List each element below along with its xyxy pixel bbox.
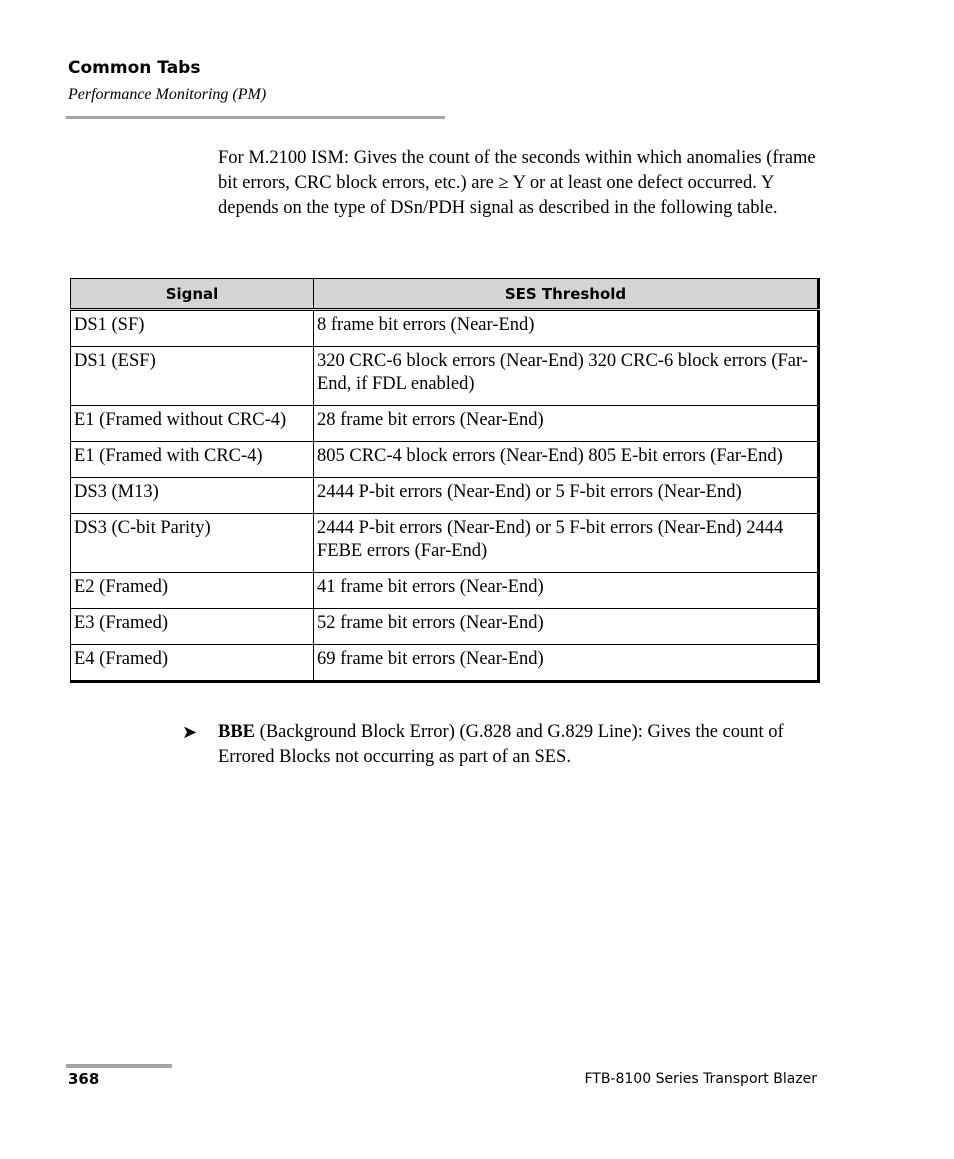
- signal-cell: DS1 (SF): [71, 310, 314, 347]
- bullet-description: (Background Block Error) (G.828 and G.829 Line): Gives the count of Errored Blocks not occurring as part of an SES.: [218, 722, 784, 767]
- ses-threshold-table: [70, 278, 820, 683]
- section-title: Common Tabs: [68, 58, 201, 78]
- signal-cell: E1 (Framed without CRC-4): [71, 406, 314, 442]
- column-header-signal: Signal: [71, 279, 314, 310]
- footer-rule: [66, 1064, 172, 1068]
- table-row: [71, 347, 819, 406]
- signal-cell: E1 (Framed with CRC-4): [71, 442, 314, 478]
- bullet-text: [218, 720, 822, 770]
- column-header-ses-threshold: SES Threshold: [314, 279, 819, 310]
- table-row: [71, 573, 819, 609]
- threshold-cell: 69 frame bit errors (Near-End): [314, 645, 819, 682]
- signal-cell: DS3 (C-bit Parity): [71, 514, 314, 573]
- signal-cell: E2 (Framed): [71, 573, 314, 609]
- section-subtitle: Performance Monitoring (PM): [68, 86, 267, 103]
- threshold-cell: 8 frame bit errors (Near-End): [314, 310, 819, 347]
- intro-paragraph: For M.2100 ISM: Gives the count of the seconds within which anomalies (frame bit errors, CRC block errors, etc.) are ≥ Y or at least one defect occurred. Y depends on the type of DSn/PDH signal as described in the following table.: [218, 148, 816, 218]
- bbe-bullet-item: [182, 720, 822, 770]
- threshold-cell: 2444 P-bit errors (Near-End) or 5 F-bit errors (Near-End) 2444 FEBE errors (Far-End): [314, 514, 819, 573]
- table-row: [71, 406, 819, 442]
- header-rule: [66, 116, 445, 119]
- signal-cell: DS1 (ESF): [71, 347, 314, 406]
- table-row: [71, 645, 819, 682]
- signal-cell: E4 (Framed): [71, 645, 314, 682]
- running-header: [68, 57, 266, 105]
- arrowhead-bullet-icon: ➤: [182, 722, 198, 742]
- signal-cell: DS3 (M13): [71, 478, 314, 514]
- signal-cell: E3 (Framed): [71, 609, 314, 645]
- page-number: 368: [68, 1070, 100, 1088]
- threshold-cell: 320 CRC-6 block errors (Near-End) 320 CRC-6 block errors (Far-End, if FDL enabled): [314, 347, 819, 406]
- threshold-cell: 805 CRC-4 block errors (Near-End) 805 E-bit errors (Far-End): [314, 442, 819, 478]
- bullet-term: BBE: [218, 722, 256, 742]
- table-row: [71, 514, 819, 573]
- table-row: [71, 310, 819, 347]
- table-row: [71, 442, 819, 478]
- threshold-cell: 41 frame bit errors (Near-End): [314, 573, 819, 609]
- threshold-cell: 28 frame bit errors (Near-End): [314, 406, 819, 442]
- table-header-row: [71, 279, 819, 310]
- document-title: FTB-8100 Series Transport Blazer: [584, 1071, 817, 1087]
- threshold-cell: 52 frame bit errors (Near-End): [314, 609, 819, 645]
- table-row: [71, 609, 819, 645]
- threshold-cell: 2444 P-bit errors (Near-End) or 5 F-bit errors (Near-End): [314, 478, 819, 514]
- table-row: [71, 478, 819, 514]
